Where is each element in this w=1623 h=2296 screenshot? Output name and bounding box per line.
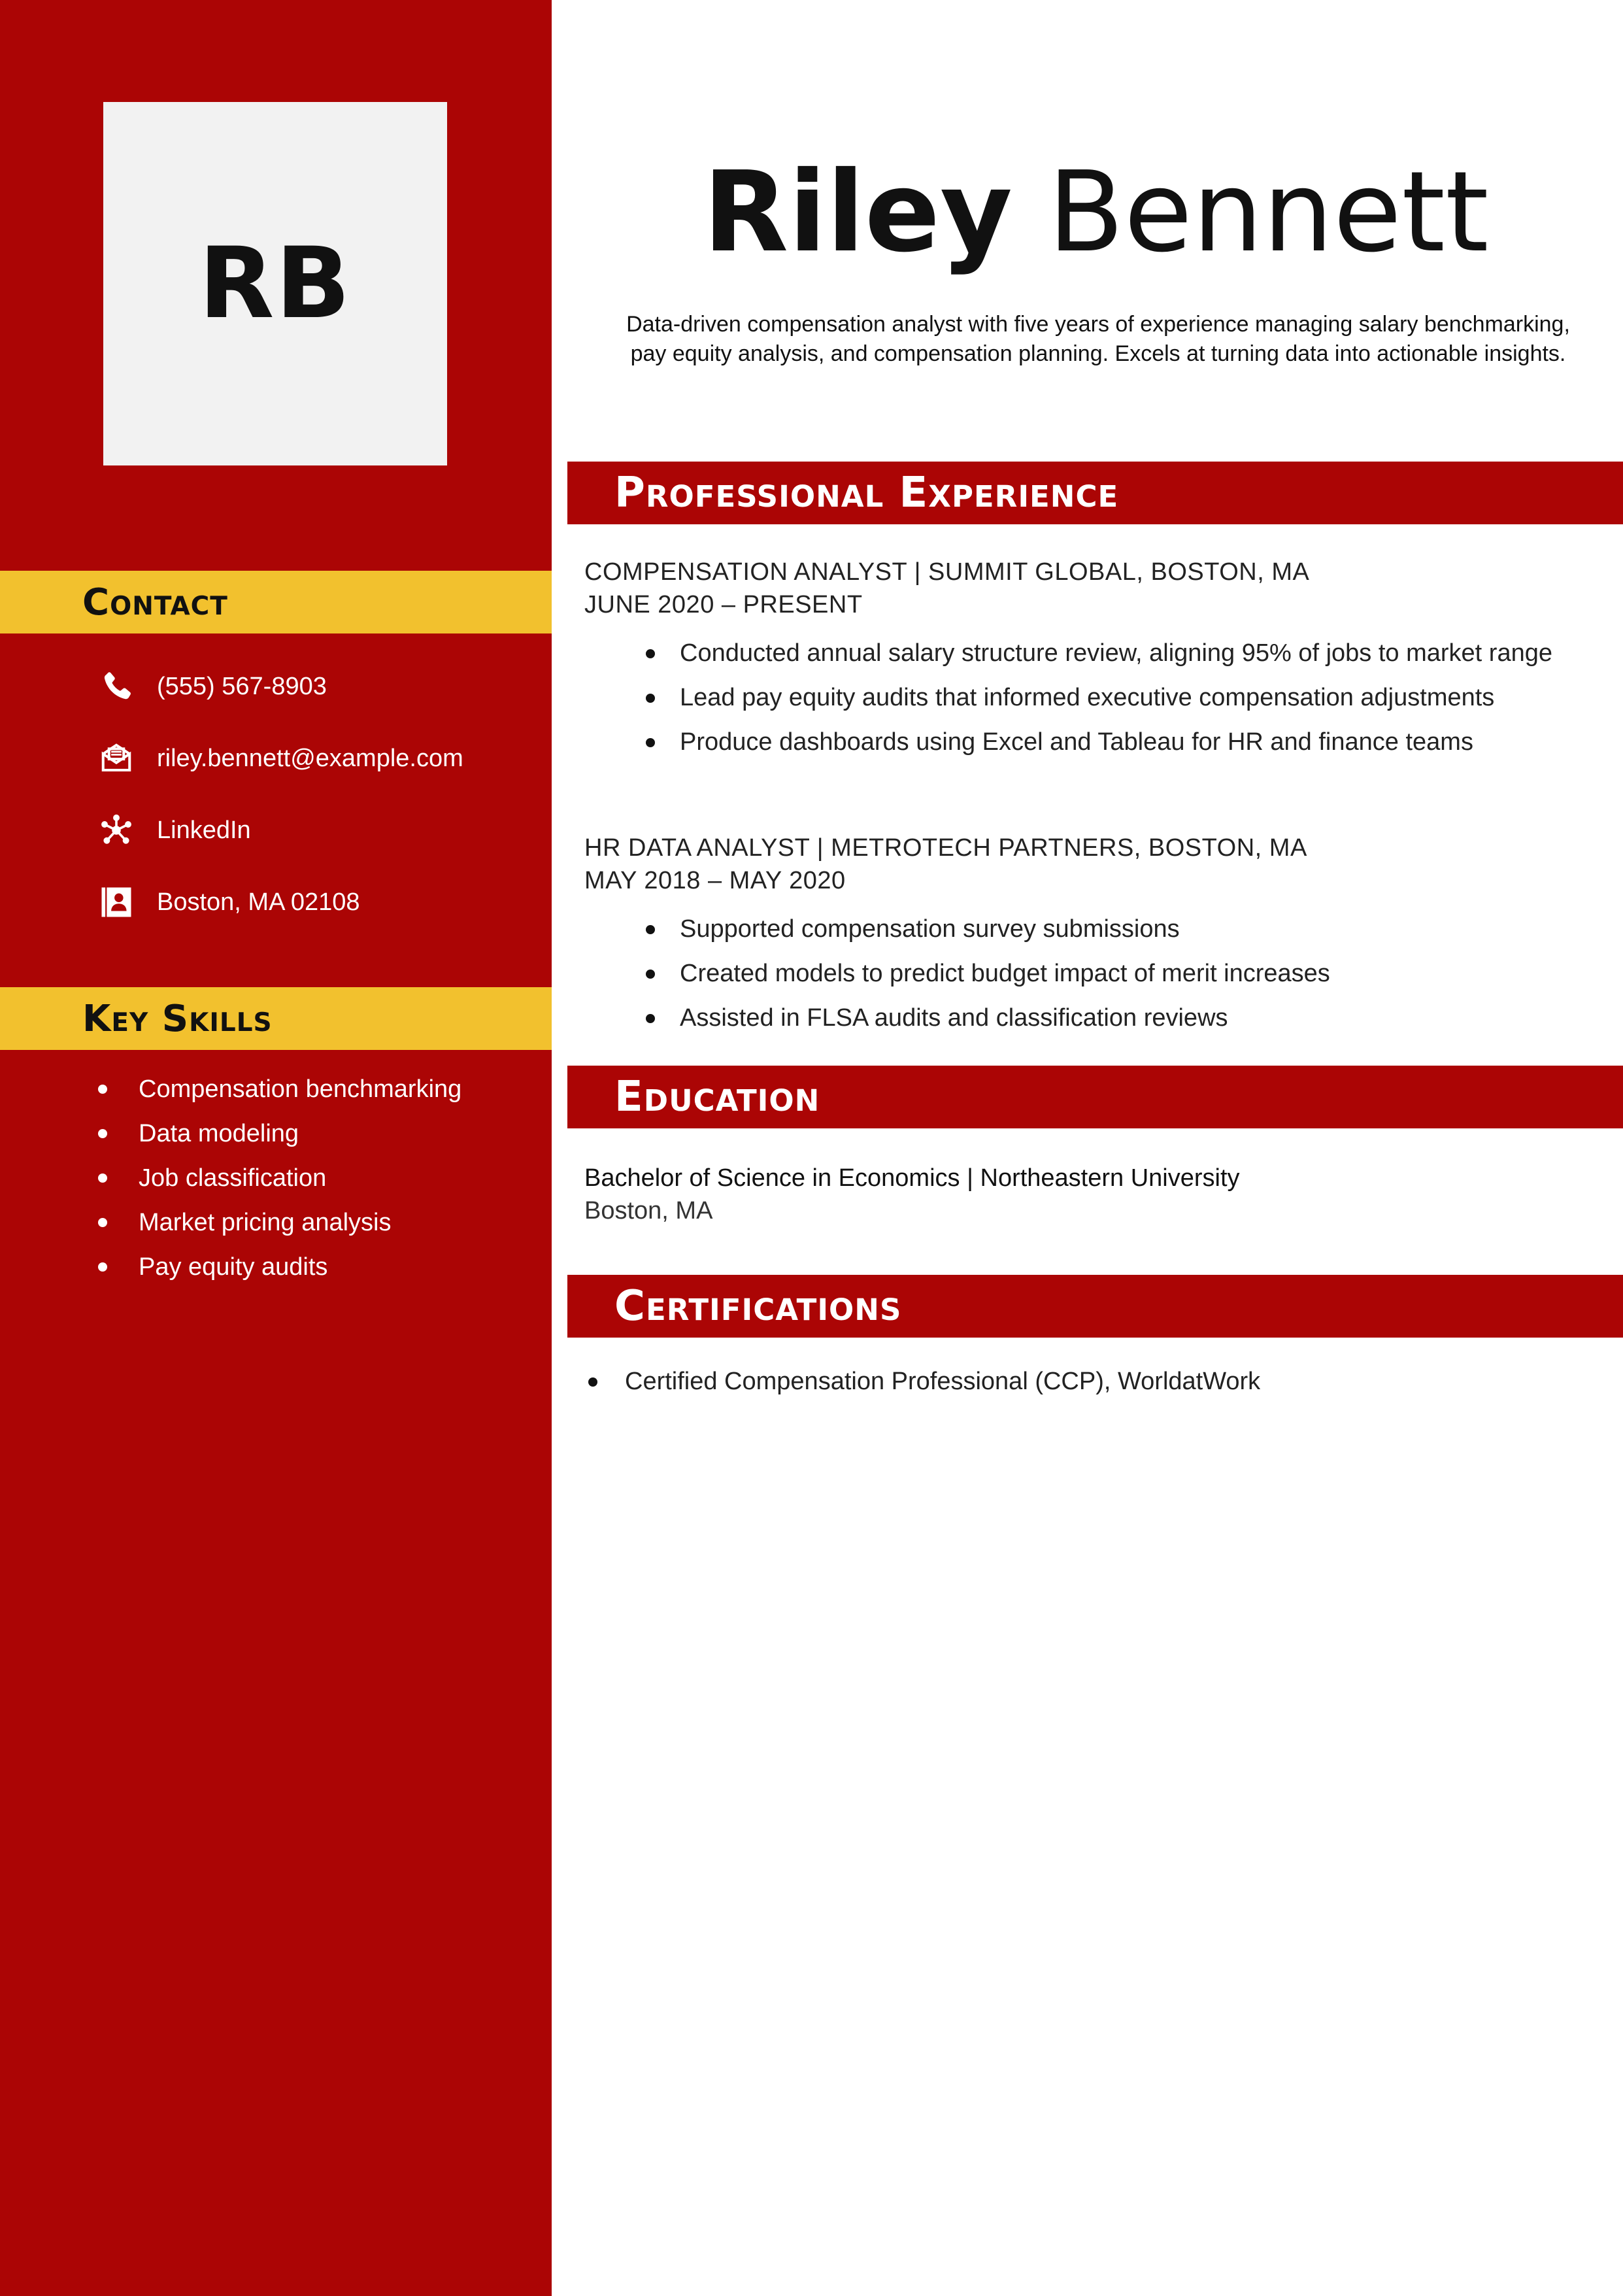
email-icon <box>98 740 135 777</box>
contact-address-text: Boston, MA 02108 <box>157 888 360 916</box>
contact-linkedin[interactable] <box>98 794 543 866</box>
first-name: Riley <box>703 148 1012 277</box>
bullet-dot <box>646 649 655 658</box>
degree-line: Bachelor of Science in Economics | Northeastern University <box>584 1164 1240 1192</box>
bullet-text: Produce dashboards using Excel and Tableau for HR and finance teams <box>680 728 1473 756</box>
job-bullet <box>646 1002 1604 1034</box>
certification-item <box>584 1365 1604 1398</box>
skill-item <box>98 1156 543 1200</box>
job-bullets <box>584 637 1604 758</box>
job-entry <box>584 832 1604 1046</box>
job-title: COMPENSATION ANALYST | SUMMIT GLOBAL, BOSTON, MA <box>584 558 1310 586</box>
bullet-dot <box>646 970 655 979</box>
bullet-text: Created models to predict budget impact of merit increases <box>680 960 1330 987</box>
skill-text: Compensation benchmarking <box>139 1075 462 1103</box>
bullet-dot <box>646 694 655 703</box>
skill-text: Market pricing analysis <box>139 1208 392 1236</box>
job-dates: JUNE 2020 – PRESENT <box>584 591 863 618</box>
education-heading-band <box>567 1066 1623 1128</box>
experience-heading-band <box>567 462 1623 524</box>
education-heading: Education <box>614 1073 820 1121</box>
certifications-heading: Certifications <box>614 1282 902 1330</box>
bullet-text: Supported compensation survey submissions <box>680 915 1180 943</box>
certifications-heading-band <box>567 1275 1623 1338</box>
phone-icon <box>98 668 135 705</box>
job-dates: MAY 2018 – MAY 2020 <box>584 867 846 894</box>
bullet-text: Lead pay equity audits that informed executive compensation adjustments <box>680 684 1495 711</box>
monogram-box <box>103 102 447 465</box>
contact-heading-band <box>0 571 552 633</box>
address-icon <box>98 884 135 920</box>
skills-heading-band <box>0 987 552 1050</box>
bullet-dot <box>588 1377 597 1387</box>
summary: Data-driven compensation analyst with five years of experience managing salary benchmarking, pay equity analysis, and compensation planning. Excels at turning data into actionable insights. <box>626 312 1570 366</box>
bullet-dot <box>646 925 655 934</box>
skill-text: Job classification <box>139 1164 327 1192</box>
contact-linkedin-text: LinkedIn <box>157 816 251 844</box>
job-bullet <box>646 637 1604 669</box>
bullet-dot <box>646 1014 655 1023</box>
contact-address[interactable] <box>98 866 543 938</box>
contact-heading: Contact <box>82 581 228 624</box>
skill-item <box>98 1067 543 1111</box>
full-name <box>569 148 1623 277</box>
bullet-dot <box>98 1218 107 1227</box>
monogram: RB <box>199 227 352 341</box>
skills-list <box>98 1067 543 1289</box>
bullet-dot <box>98 1129 107 1138</box>
bullet-dot <box>646 738 655 747</box>
linkedin-icon <box>98 812 135 849</box>
job-bullet <box>646 957 1604 990</box>
education-location: Boston, MA <box>584 1197 713 1224</box>
contact-phone[interactable] <box>98 650 543 722</box>
job-bullet <box>646 681 1604 714</box>
skill-item <box>98 1111 543 1156</box>
skills-heading: Key Skills <box>82 997 273 1040</box>
skill-item <box>98 1245 543 1289</box>
job-entry <box>584 556 1604 770</box>
bullet-dot <box>98 1085 107 1094</box>
contact-list <box>98 650 543 938</box>
sidebar <box>0 0 552 2296</box>
certifications-list <box>584 1365 1604 1398</box>
contact-email[interactable] <box>98 722 543 794</box>
skill-text: Pay equity audits <box>139 1253 328 1281</box>
contact-phone-text: (555) 567-8903 <box>157 672 327 700</box>
last-name: Bennett <box>1048 148 1489 277</box>
bullet-dot <box>98 1262 107 1272</box>
experience-heading: Professional Experience <box>614 469 1119 517</box>
job-bullet <box>646 726 1604 758</box>
job-bullets <box>584 913 1604 1034</box>
bullet-text: Conducted annual salary structure review, aligning 95% of jobs to market range <box>680 639 1552 667</box>
bullet-dot <box>98 1173 107 1183</box>
bullet-text: Assisted in FLSA audits and classification reviews <box>680 1004 1228 1032</box>
skill-item <box>98 1200 543 1245</box>
contact-email-text: riley.bennett@example.com <box>157 744 463 772</box>
job-bullet <box>646 913 1604 945</box>
job-title: HR DATA ANALYST | METROTECH PARTNERS, BOSTON, MA <box>584 834 1307 862</box>
certification-text: Certified Compensation Professional (CCP), WorldatWork <box>625 1368 1261 1395</box>
skill-text: Data modeling <box>139 1119 299 1147</box>
education-entry <box>584 1162 1604 1227</box>
